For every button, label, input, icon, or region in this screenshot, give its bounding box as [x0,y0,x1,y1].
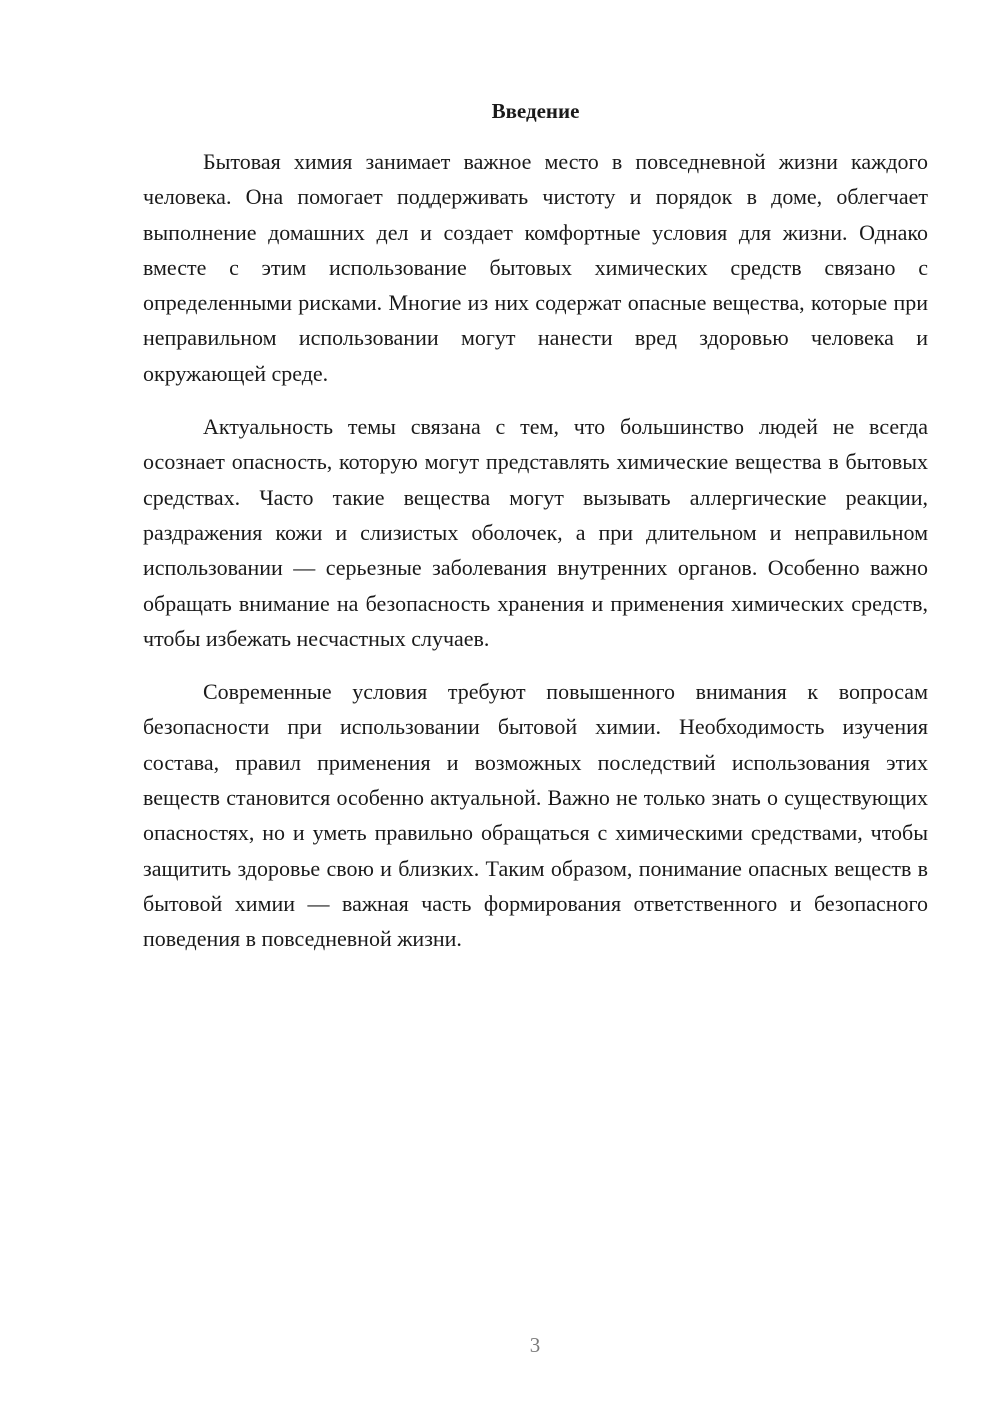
page-number: 3 [529,1333,541,1357]
section-title: Введение [491,99,580,123]
page-content [143,96,928,975]
paragraph-2: Актуальность темы связана с тем, что большинство людей не всегда осознает опасность, которую могут представлять химические вещества в бытовых средствах. Часто такие вещества могут вызывать аллергические реакции, раздражения кожи и слизистых оболочек, а при длительном и неправильном использовании — серьезные заболевания внутренних органов. Особенно важно обращать внимание на безопасность хранения и применения химических средств, чтобы избежать несчастных случаев. [143,414,928,651]
paragraph-1: Бытовая химия занимает важное место в повседневной жизни каждого человека. Она помогает поддерживать чистоту и порядок в доме, облегчает выполнение домашних дел и создает комфортные условия для жизни. Однако вместе с этим использование бытовых химических средств связано с определенными рисками. Многие из них содержат опасные вещества, которые при неправильном использовании могут нанести вред здоровью человека и окружающей среде. [143,149,928,386]
paragraph-3: Современные условия требуют повышенного внимания к вопросам безопасности при использовании бытовой химии. Необходимость изучения состава, правил применения и возможных последствий использования этих веществ становится особенно актуальной. Важно не только знать о существующих опасностях, но и уметь правильно обращаться с химическими средствами, чтобы защитить здоровье свою и близких. Таким образом, понимание опасных веществ в бытовой химии — важная часть формирования ответственного и безопасного поведения в повседневной жизни. [143,679,928,952]
